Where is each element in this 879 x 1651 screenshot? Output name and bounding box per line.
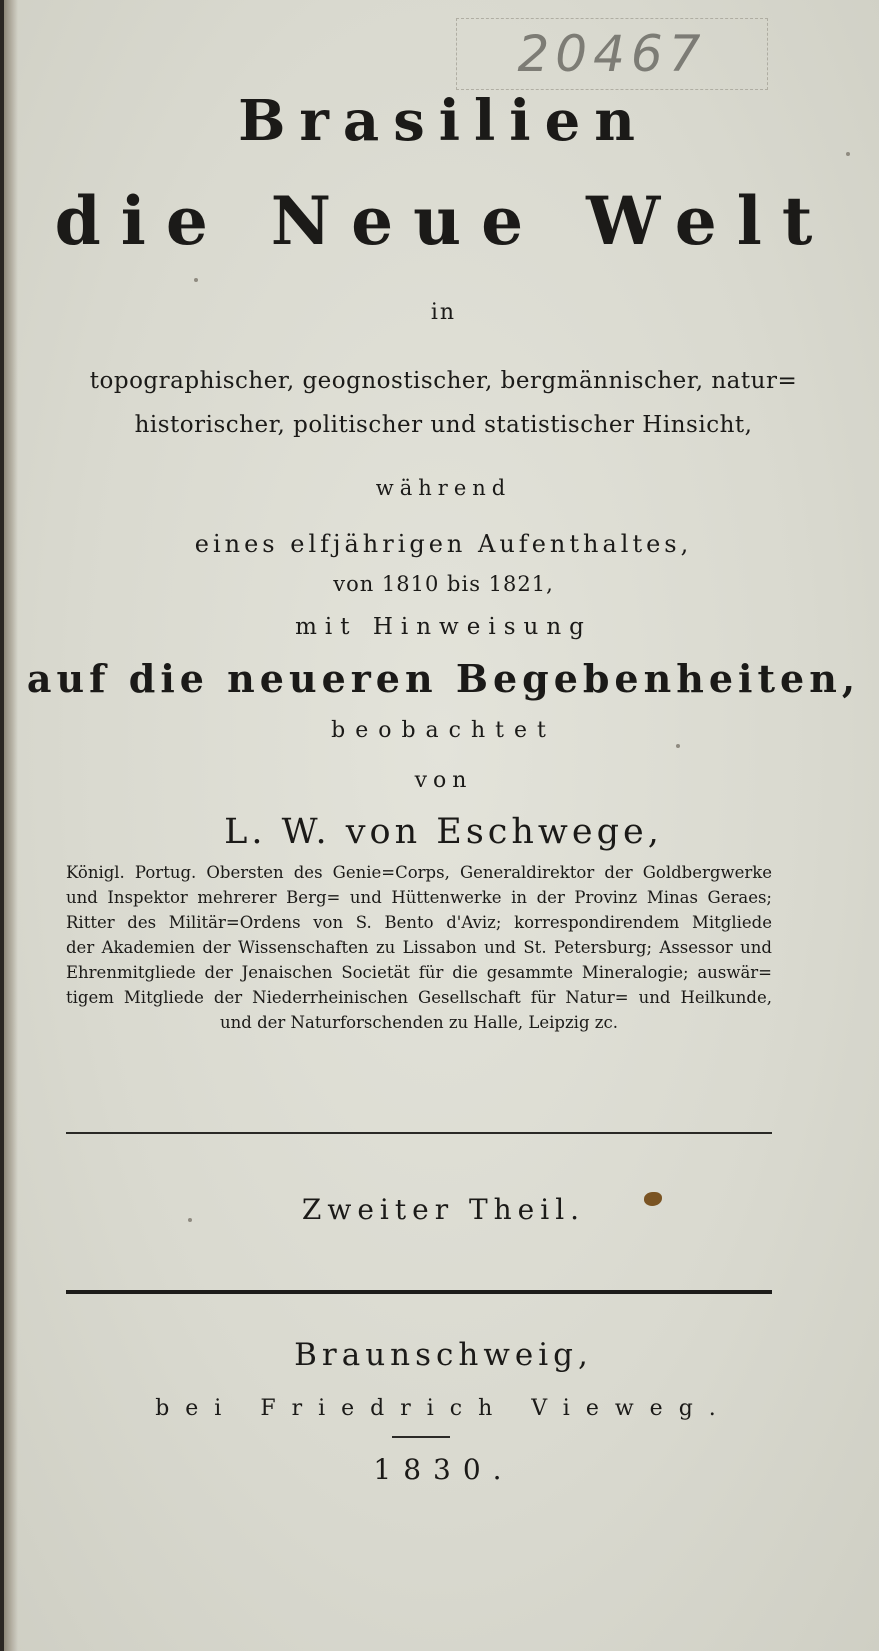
short-rule xyxy=(392,1436,450,1438)
subtitle-in: in xyxy=(430,300,457,325)
title-page xyxy=(4,0,879,1651)
author-description-line: Ehrenmitgliede der Jenaischen Societät für die gesammte Mineralogie; auswär= xyxy=(66,963,772,982)
divider-rule xyxy=(66,1132,772,1134)
author-description-line: und Inspektor mehrerer Berg= und Hüttenwerke in der Provinz Minas Geraes; xyxy=(66,888,772,907)
author-description-line: Ritter des Militär=Ordens von S. Bento d'Aviz; korrespondirendem Mitgliede xyxy=(66,913,772,932)
volume-label: Zweiter Theil. xyxy=(301,1193,586,1226)
subtitle-recent-events: auf die neueren Begebenheiten, xyxy=(26,656,861,701)
title-line-2: die Neue Welt xyxy=(54,182,833,260)
author-description xyxy=(66,860,772,1035)
author-description-line: Königl. Portug. Obersten des Genie=Corps, Generaldirektor der Goldbergwerke xyxy=(66,863,772,882)
subtitle-by: von xyxy=(414,768,473,793)
imprint-place: Braunschweig, xyxy=(294,1337,593,1373)
paper-speck xyxy=(188,1218,192,1222)
author-description-line: tigem Mitgliede der Niederrheinischen Gesellschaft für Natur= und Heilkunde, xyxy=(66,988,772,1007)
paper-speck xyxy=(676,744,680,748)
title-line-1: Brasilien xyxy=(238,88,649,154)
divider-rule-thick xyxy=(66,1290,772,1294)
subtitle-stay: eines elfjährigen Aufenthaltes, xyxy=(194,530,693,558)
subtitle-fields-line-2: historischer, politischer und statistischer Hinsicht, xyxy=(134,412,753,438)
subtitle-with: mit Hinweisung xyxy=(295,614,592,640)
accession-number: 20467 xyxy=(456,18,768,90)
author-name: L. W. von Eschwege, xyxy=(224,812,663,852)
subtitle-years: von 1810 bis 1821, xyxy=(333,572,554,596)
subtitle-observed: beobachtet xyxy=(331,718,556,743)
subtitle-waehrend: während xyxy=(375,476,512,500)
paper-speck xyxy=(846,152,850,156)
imprint-publisher: bei Friedrich Vieweg. xyxy=(155,1396,732,1421)
author-description-line: der Akademien der Wissenschaften zu Lissabon und St. Petersburg; Assessor und xyxy=(66,938,772,957)
imprint-year: 1830. xyxy=(373,1453,514,1486)
subtitle-fields-line-1: topographischer, geognostischer, bergmännischer, natur= xyxy=(89,368,798,394)
paper-speck xyxy=(194,278,198,282)
author-description-line: und der Naturforschenden zu Halle, Leipzig zc. xyxy=(220,1013,618,1032)
